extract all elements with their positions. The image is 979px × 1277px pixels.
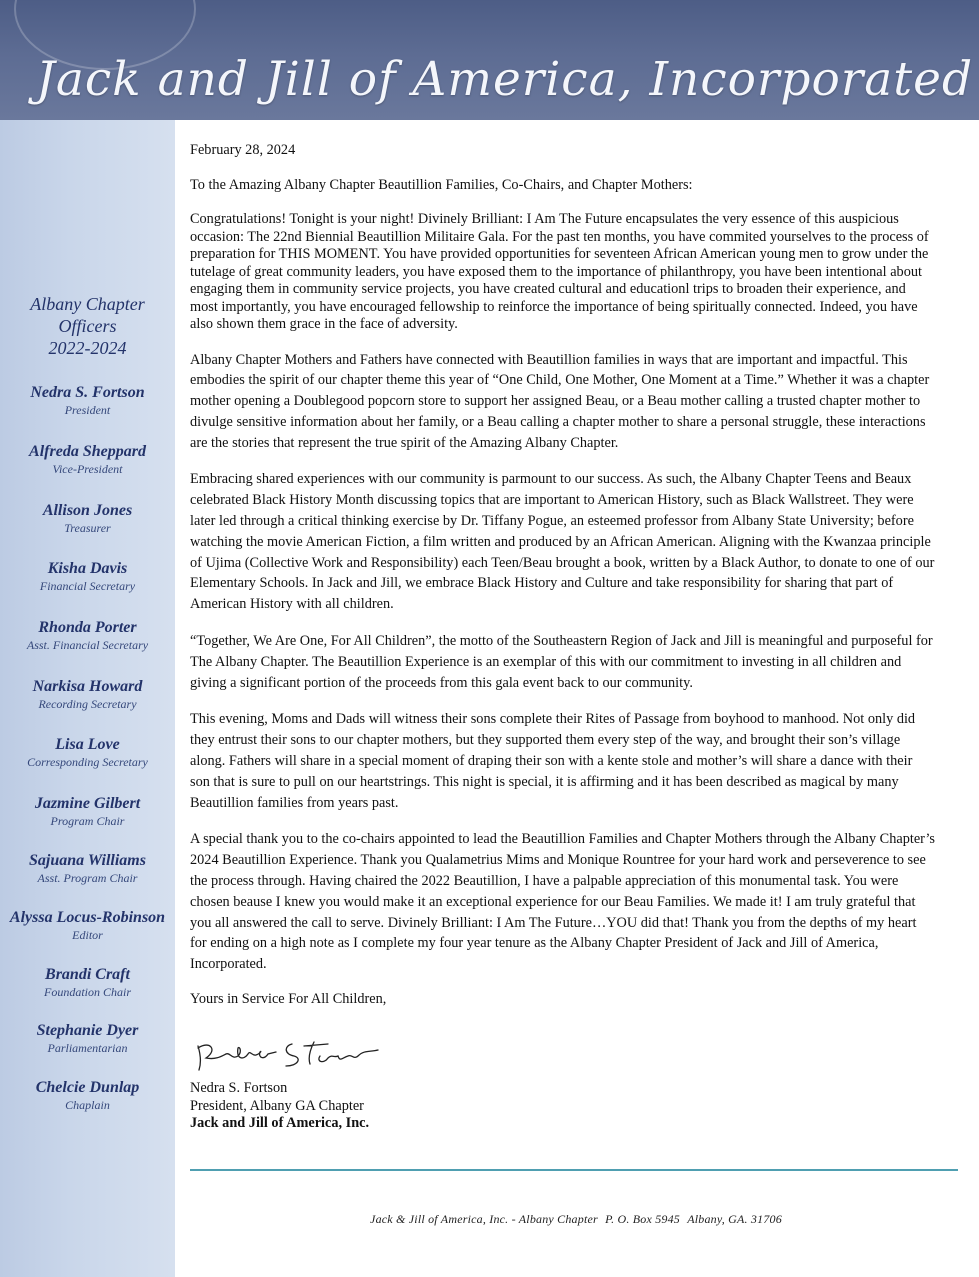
letter-paragraph: Albany Chapter Mothers and Fathers have connected with Beautillion families in ways that are important and impactful. This embodies the spirit of our chapter theme this year of “One Child, One Mother, One Moment at a Time.” Whether it was a chapter mother opening a Doublegood popcorn store to support her assigned Beau, or a Beau mother calling a trusted chapter mother to divulge sensitive information about her family, or a Beau calling a chapter mother to share a personal struggle, these interactions are the stories that represent the true spirit of the Amazing Albany Chapter. bbox=[190, 351, 930, 451]
officer-name: Brandi Craft bbox=[45, 966, 130, 983]
letter-closing: Yours in Service For All Children, bbox=[190, 991, 387, 1008]
officer-name: Jazmine Gilbert bbox=[34, 795, 141, 812]
officer-name: Kisha Davis bbox=[47, 560, 128, 577]
officer-role: Financial Secretary bbox=[39, 579, 136, 593]
letter-paragraph: Embracing shared experiences with our community is parmount to our success. As such, the Albany Chapter Teens and Beaux celebrated Black History Month discussing topics that are important to American History, such as Black Wallstreet. They were later led through a critical thinking exercise by Dr. Tiffany Pogue, an esteemed professor from Albany State University; before watching the movie American Fiction, a film written and produced by an African American. Aligning with the Kwanzaa principle of Ujima (Collective Work and Responsibility) each Teen/Beau brought a book, written by a Black Author, to donate to one of our Elementary Schools. In Jack and Jill, we embrace Black History and Culture and take responsibility for sharing that part of American History with all children. bbox=[190, 471, 935, 613]
footer-divider bbox=[190, 1169, 958, 1171]
officer-role: Corresponding Secretary bbox=[27, 755, 148, 769]
officer-name: Sajuana Williams bbox=[29, 852, 146, 869]
officer-role: Program Chair bbox=[50, 814, 125, 828]
footer-city: Albany, GA. 31706 bbox=[687, 1212, 782, 1226]
officer-name: Lisa Love bbox=[55, 736, 120, 753]
letter-paragraph: Congratulations! Tonight is your night! Divinely Brilliant: I Am The Future encapsulates the very essence of this auspicious occasion: The 22nd Biennial Beautillion Militaire Gala. For the past ten months, you have commited yourselves to the process of preparation for THIS MOMENT. You have provided opportunities for seventeen African American young men to grow under the tutelage of great community leaders, you have exposed them to the importance of philanthropy, you have been intentional about engaging them in community service projects, you have created cultural and educationl trips to broaden their experience, and most importantly, you have encouraged fellowship to reinforce the importance of being spiritually connected. Indeed, you have also shown them grace in the face of adversity. bbox=[190, 211, 929, 332]
officer-role: Editor bbox=[72, 928, 103, 942]
officer-entry bbox=[0, 384, 175, 418]
officer-role: Foundation Chair bbox=[43, 985, 131, 999]
footer-org: Jack & Jill of America, Inc. - Albany Chapter bbox=[370, 1212, 598, 1226]
letter-paragraph: This evening, Moms and Dads will witness their sons complete their Rites of Passage from boyhood to manhood. Not only did they entrust their sons to our chapter mothers, but they supported them every step of the way, and brought their son’s village along. Fathers will share in a special moment of draping their son with a kente stole and mother’s will share a dance with their son that is sure to pull on our heartstrings. This night is special, it is affirming and it has been described as magical by many Beautillion families from years past. bbox=[190, 711, 916, 811]
signer-organization: Jack and Jill of America, Inc. bbox=[190, 1115, 370, 1132]
signer-title: President, Albany GA Chapter bbox=[190, 1097, 364, 1114]
officer-role: Asst. Program Chair bbox=[37, 871, 138, 885]
officer-entry bbox=[0, 966, 175, 1000]
officer-entry bbox=[0, 678, 175, 712]
officer-entry bbox=[0, 560, 175, 594]
officer-name: Nedra S. Fortson bbox=[30, 384, 145, 401]
officers-heading-line3: 2022-2024 bbox=[48, 338, 127, 358]
letter-footer bbox=[190, 1212, 958, 1227]
officer-name: Chelcie Dunlap bbox=[35, 1079, 140, 1096]
letter-date: February 28, 2024 bbox=[190, 142, 296, 158]
signer-name: Nedra S. Fortson bbox=[190, 1080, 288, 1096]
officer-name: Stephanie Dyer bbox=[36, 1022, 139, 1039]
letterhead-title: Jack and Jill of America, Incorporated bbox=[36, 52, 974, 107]
officer-entry bbox=[0, 502, 175, 536]
officers-heading-line2: Officers bbox=[58, 316, 117, 336]
officer-role: Asst. Financial Secretary bbox=[26, 638, 149, 652]
officers-heading-line1: Albany Chapter bbox=[30, 294, 145, 314]
handwritten-signature bbox=[192, 1036, 382, 1074]
letter-paragraph: “Together, We Are One, For All Children”, the motto of the Southeastern Region of Jack and Jill is meaningful and purposeful for The Albany Chapter. The Beautillion Experience is an exemplar of this with our commitment to investing in all children and giving a significant portion of the proceeds from this gala event back to our community. bbox=[190, 633, 933, 691]
officer-entry bbox=[0, 1079, 175, 1113]
officer-entry bbox=[0, 443, 175, 477]
officer-entry bbox=[0, 619, 175, 653]
officer-name: Alyssa Locus-Robinson bbox=[9, 909, 166, 926]
officer-role: Vice-President bbox=[52, 462, 123, 476]
officer-role: Recording Secretary bbox=[38, 697, 137, 711]
officer-entry bbox=[0, 852, 175, 886]
officer-role: Treasurer bbox=[64, 521, 111, 535]
officer-name: Allison Jones bbox=[42, 502, 133, 519]
officer-entry bbox=[0, 909, 175, 943]
letter-body bbox=[190, 142, 935, 1009]
letter-salutation: To the Amazing Albany Chapter Beautillion Families, Co-Chairs, and Chapter Mothers: bbox=[190, 176, 693, 193]
officers-heading bbox=[0, 293, 175, 359]
officer-entry bbox=[0, 1022, 175, 1056]
officer-role: Chaplain bbox=[65, 1098, 110, 1112]
officer-name: Narkisa Howard bbox=[32, 678, 143, 695]
officer-entry bbox=[0, 736, 175, 770]
footer-po-box: P. O. Box 5945 bbox=[605, 1212, 680, 1226]
letterhead-banner bbox=[0, 0, 979, 120]
officer-role: Parliamentarian bbox=[47, 1041, 128, 1055]
officer-role: President bbox=[64, 403, 111, 417]
officer-name: Alfreda Sheppard bbox=[29, 443, 146, 460]
officer-entry bbox=[0, 795, 175, 829]
signature-block bbox=[190, 1080, 369, 1133]
letter-paragraph: A special thank you to the co-chairs appointed to lead the Beautillion Families and Chapter Mothers through the Albany Chapter’s 2024 Beautillion Experience. Thank you Qualametrius Mims and Monique Rountree for your hard work and perseverence to see the process through. Having chaired the 2022 Beautillion, I have a palpable appreciation of this monumental task. You were chosen beause I knew you would make it an exceptional experience for our Beau Families. We made it! I am truly grateful that you all answered the call to serve. Divinely Brilliant: I Am The Future…YOU did that! Thank you from the depths of my heart for ending on a high note as I complete my four year tenure as the Albany Chapter President of Jack and Jill of America, Incorporated. bbox=[190, 831, 935, 973]
officer-name: Rhonda Porter bbox=[38, 619, 137, 636]
